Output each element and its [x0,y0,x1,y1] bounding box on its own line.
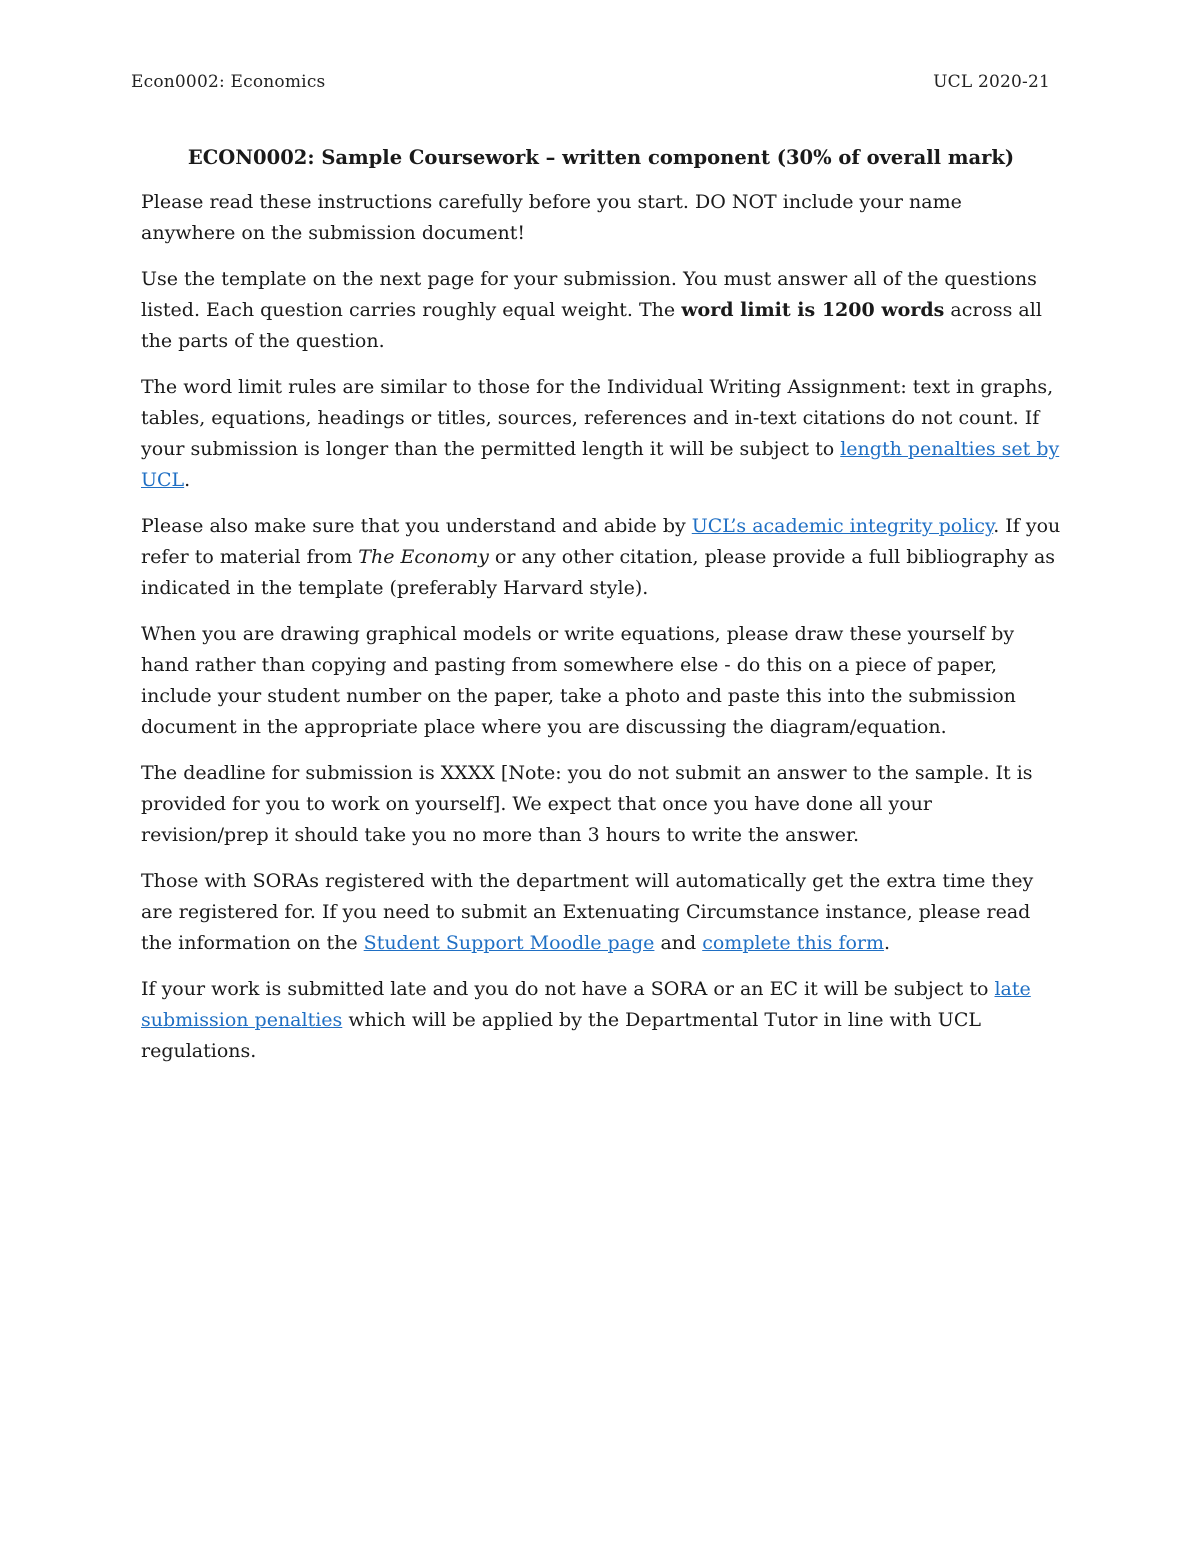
text: Please also make sure that you understand and abide by [141,515,692,537]
text: and [654,932,703,954]
paragraph-template [141,264,1061,357]
student-support-moodle-link[interactable]: Student Support Moodle page [363,932,655,954]
document-body [141,142,1061,1082]
paragraph-word-limit-rules [141,372,1061,496]
academic-integrity-link[interactable]: UCL’s academic integrity policy [691,515,994,537]
text: . [884,932,891,954]
text: or any other citation, please provide a full bibliography as indicated in the template (preferably Harvard style). [141,546,1056,599]
paragraph-late-submission [141,974,1061,1067]
book-title-italic: The Economy [358,546,489,568]
text: Those with SORAs registered with the department will automatically get the extra time they are registered for. If you need to submit an Extenuating Circumstance instance, please read the information on the [141,870,1034,954]
document-title: ECON0002: Sample Coursework – written component (30% of overall mark) [187,146,1015,169]
header-course: Econ0002: Economics [131,72,326,92]
text: . If you refer to material from [141,515,1061,568]
text: which will be applied by the Departmental Tutor in line with UCL regulations. [141,1009,981,1062]
text: . [184,469,191,491]
paragraph-integrity [141,511,1061,604]
late-submission-penalties-link[interactable]: late submission penalties [141,978,1031,1031]
text: Use the template on the next page for your submission. You must answer all of the questions listed. Each question carries roughly equal weight. The [141,268,1037,321]
paragraph-drawing: When you are drawing graphical models or write equations, please draw these yourself by hand rather than copying and pasting from somewhere else - do this on a piece of paper, include your student number on the paper, take a photo and paste this into the submission document in the appropriate place where you are discussing the diagram/equation. [141,623,1016,738]
length-penalties-link[interactable]: length penalties set by UCL [141,438,1060,491]
text: The word limit rules are similar to those for the Individual Writing Assignment: text in graphs, tables, equations, headings or titles, sources, references and in-text citations do not count. If your submission is longer than the permitted length it will be subject to [141,376,1054,460]
header-year: UCL 2020-21 [933,72,1050,92]
text: If your work is submitted late and you do not have a SORA or an EC it will be subject to [141,978,995,1000]
text: across all the parts of the question. [141,299,1042,352]
paragraph-instructions: Please read these instructions carefully before you start. DO NOT include your name anywhere on the submission document! [141,191,962,244]
complete-form-link[interactable]: complete this form [702,932,885,954]
word-limit-bold: word limit is 1200 words [681,299,945,321]
paragraph-sora [141,866,1061,959]
paragraph-deadline: The deadline for submission is XXXX [Note: you do not submit an answer to the sample. It is provided for you to work on yourself]. We expect that once you have done all your revision/prep it should take you no more than 3 hours to write the answer. [141,762,1033,846]
